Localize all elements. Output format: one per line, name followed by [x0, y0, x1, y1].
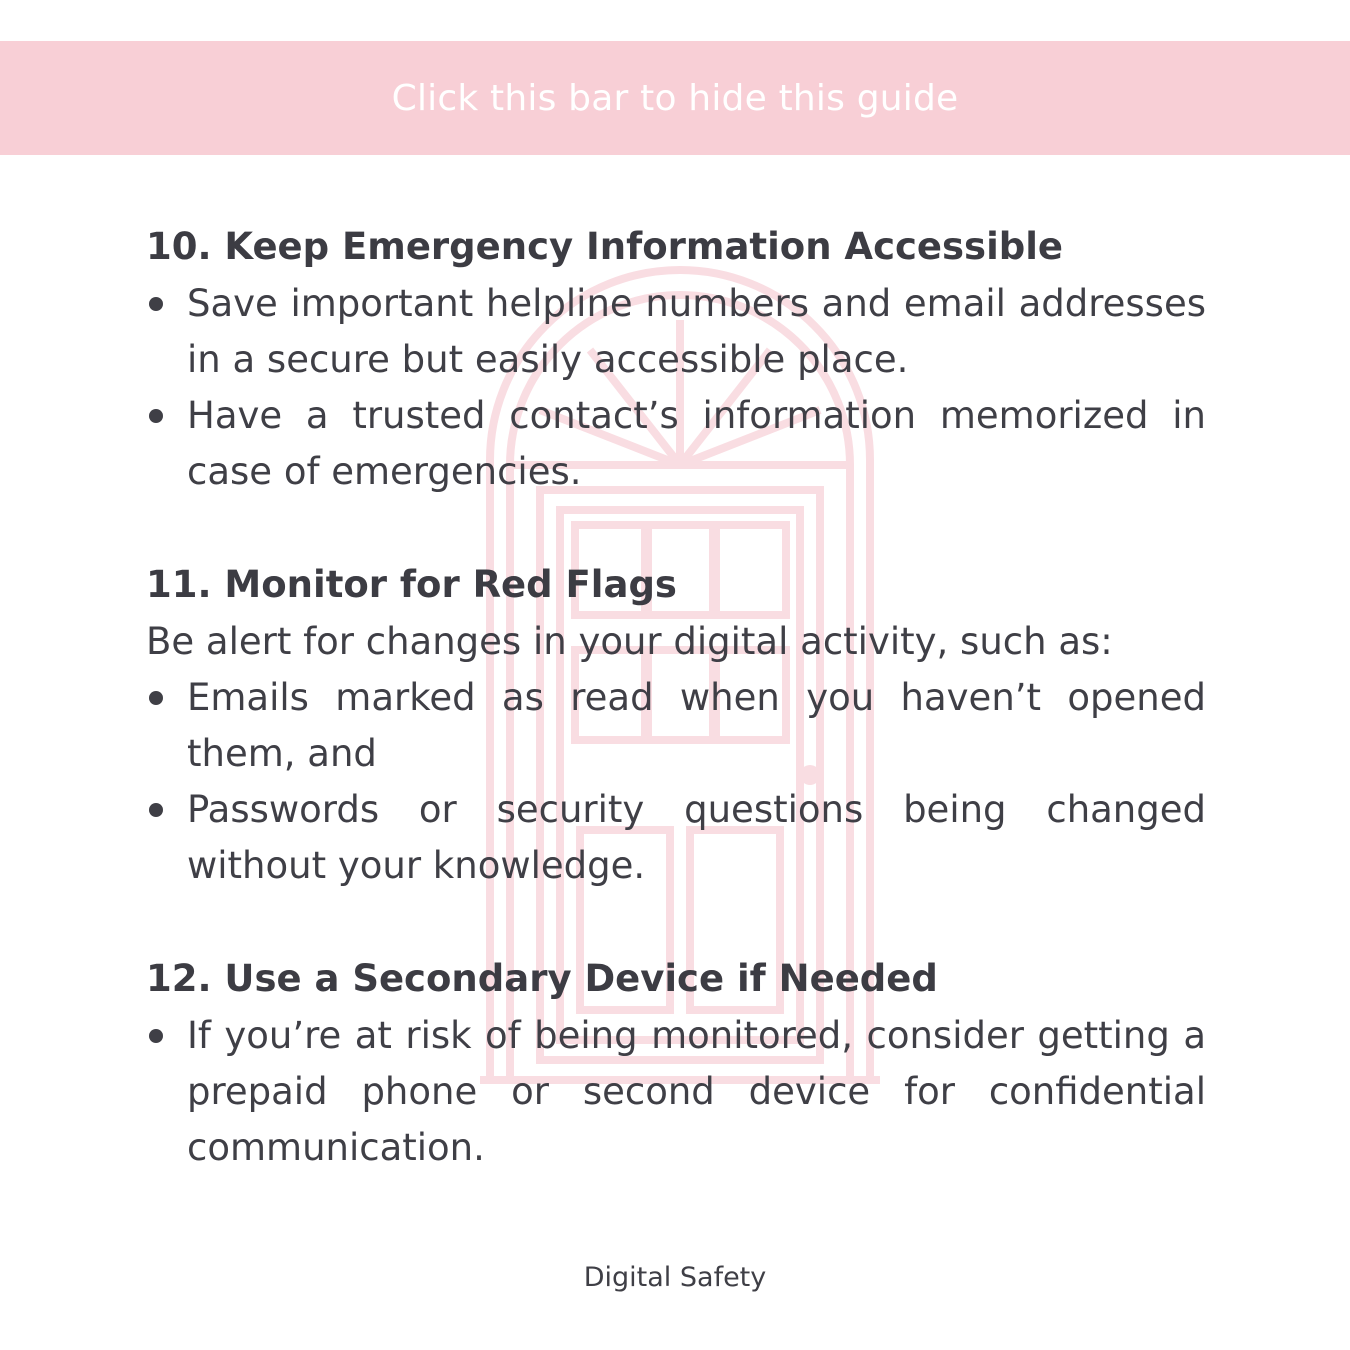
- section-intro: Be alert for changes in your digital activity, such as:: [146, 620, 1113, 663]
- bullet-text: Emails marked as read when you haven’t opened them, and: [187, 676, 1206, 775]
- bullet-text: Save important helpline numbers and email addresses in a secure but easily accessible place.: [187, 282, 1206, 381]
- bullet-icon: [149, 297, 163, 311]
- section-secondary-device: [146, 950, 1206, 1176]
- list-item: [146, 388, 1206, 500]
- bullet-list: [146, 276, 1206, 500]
- bullet-icon: [149, 409, 163, 423]
- hide-guide-bar[interactable]: [0, 41, 1350, 155]
- hide-guide-label: Click this bar to hide this guide: [391, 77, 959, 119]
- section-heading: 11. Monitor for Red Flags: [146, 563, 677, 606]
- list-item: [146, 1008, 1206, 1176]
- section-heading: 12. Use a Secondary Device if Needed: [146, 957, 938, 1000]
- bullet-text: Have a trusted contact’s information memorized in case of emergencies.: [187, 394, 1206, 493]
- page-footer: Digital Safety: [583, 1262, 767, 1293]
- section-emergency-info: [146, 218, 1206, 500]
- bullet-icon: [149, 803, 163, 817]
- bullet-icon: [149, 1029, 163, 1043]
- list-item: [146, 782, 1206, 894]
- guide-content: [146, 218, 1206, 1232]
- section-heading: 10. Keep Emergency Information Accessible: [146, 225, 1064, 268]
- bullet-list: [146, 670, 1206, 894]
- bullet-icon: [149, 691, 163, 705]
- bullet-text: Passwords or security questions being changed without your knowledge.: [187, 788, 1206, 887]
- bullet-list: [146, 1008, 1206, 1176]
- list-item: [146, 670, 1206, 782]
- section-red-flags: [146, 556, 1206, 894]
- bullet-text: If you’re at risk of being monitored, consider getting a prepaid phone or second device for confidential communication.: [187, 1014, 1206, 1169]
- list-item: [146, 276, 1206, 388]
